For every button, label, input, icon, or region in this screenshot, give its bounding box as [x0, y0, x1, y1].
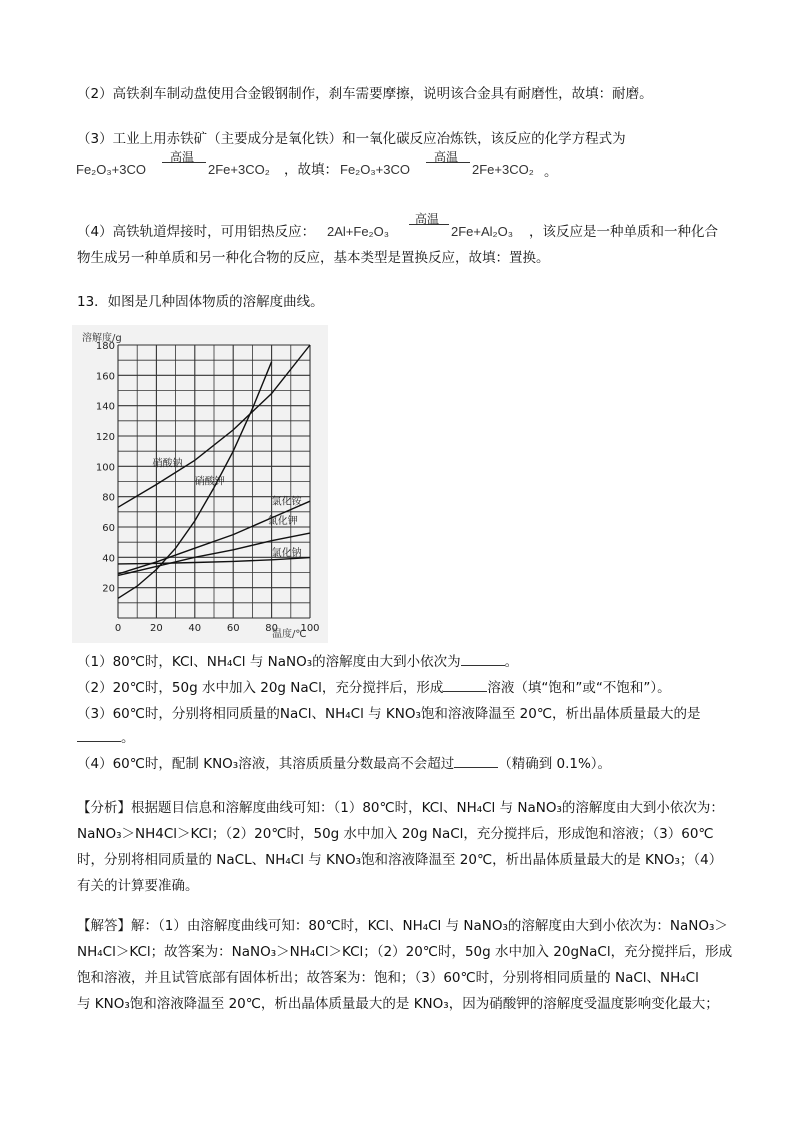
y-axis-label: 溶解度/g [82, 333, 122, 344]
paragraph-4-start: （4）高铁轨道焊接时，可用铝热反应： [77, 224, 316, 240]
equation-condition: 高温 [434, 150, 459, 164]
answer-blank[interactable] [443, 678, 487, 692]
answer-line-1: 【解答】解：（1）由溶解度曲线可知：80℃时，KCl、NH₄Cl 与 NaNO₃的溶解度由大到小依次为：NaNO₃＞ [77, 918, 728, 934]
question-text: （1）80℃时，KCl、NH₄Cl 与 NaNO₃的溶解度由大到小依次为 [77, 654, 461, 670]
paragraph-4-line1 [77, 212, 718, 246]
question-13-title: 13．如图是几种固体物质的溶解度曲线。 [77, 294, 324, 310]
y-tick-label: 180 [95, 341, 115, 352]
analysis-line-3: 时，分别将相同质量的 NaCL、NH₄Cl 与 KNO₃饱和溶液降温至 20℃，析出晶体质量最大的是 KNO₃；（4） [77, 852, 723, 868]
x-tick-label: 40 [188, 623, 202, 634]
analysis-line-4: 有关的计算要准确。 [77, 878, 199, 894]
series-label: 硝酸钾 [194, 476, 225, 488]
analysis-line-2: NaNO₃＞NH4Cl＞KCl；（2）20℃时，50g 水中加入 20g NaCl，充分搅拌后，形成饱和溶液；（3）60℃ [77, 826, 714, 842]
equation-lhs: 2Al+Fe₂O₃ [327, 224, 390, 239]
x-tick-label: 60 [226, 623, 240, 634]
y-tick-label: 40 [102, 553, 115, 565]
paragraph-3: （3）工业上用赤铁矿（主要成分是氧化铁）和一氧化碳反应冶炼铁，该反应的化学方程式为 [77, 131, 626, 147]
question-end: 。 [504, 654, 519, 670]
fill-label: ，故填： [284, 162, 338, 178]
answer-blank[interactable] [461, 652, 505, 666]
question-text: （4）60℃时，配制 KNO₃溶液，其溶质质量分数最高不会超过 [77, 756, 455, 772]
question-13-1 [77, 652, 518, 672]
question-13-3: （3）60℃时，分别将相同质量的NaCl、NH₄Cl 与 KNO₃饱和溶液降温至 20℃，析出晶体质量最大的是 [77, 706, 701, 722]
equation-image [76, 150, 280, 180]
x-axis-label: 温度/℃ [272, 629, 307, 640]
y-tick-label: 160 [95, 371, 115, 383]
answer-blank[interactable] [454, 754, 498, 768]
period: 。 [544, 164, 558, 180]
paragraph-4-line2: 物生成另一种单质和另一种化合物的反应，基本类型是置换反应，故填：置换。 [77, 250, 550, 266]
series-label: 氯化钾 [267, 515, 298, 527]
paragraph-4-end: ，该反应是一种单质和一种化合 [529, 224, 718, 240]
series-label: 氯化钠 [271, 547, 302, 559]
question-13-2 [77, 678, 671, 698]
answer-line-4: 与 KNO₃饱和溶液降温至 20℃，析出晶体质量最大的是 KNO₃，因为硝酸钾的溶解度受温度影响变化最大； [77, 996, 719, 1012]
paragraph-2: （2）高铁刹车制动盘使用合金锻钢制作，刹车需要摩擦，说明该合金具有耐磨性，故填：耐磨。 [77, 86, 653, 102]
solubility-chart [72, 325, 328, 643]
x-tick-label: 0 [114, 623, 122, 634]
equation-rhs: 2Fe+Al₂O₃ [451, 224, 514, 239]
series-label: 氯化铵 [271, 496, 302, 508]
x-tick-label: 20 [150, 623, 163, 634]
question-end: 溶液（填“饱和”或“不饱和”）。 [487, 680, 671, 696]
x-tick-label: 80 [265, 623, 278, 634]
analysis-line-1: 【分析】根据题目信息和溶解度曲线可知：（1）80℃时，KCl、NH₄Cl 与 NaNO₃的溶解度由大到小依次为： [77, 800, 724, 816]
y-tick-label: 20 [102, 583, 115, 595]
equation-lhs: Fe₂O₃+3CO [76, 162, 146, 177]
answer-line-3: 饱和溶液，并且试管底部有固体析出；故答案为：饱和；（3）60℃时，分别将相同质量的 NaCl、NH₄Cl [77, 970, 699, 986]
question-end: （精确到 0.1%）。 [498, 756, 612, 772]
y-tick-label: 80 [102, 492, 115, 504]
equation-condition: 高温 [170, 150, 195, 164]
question-13-4 [77, 754, 611, 774]
equation-image-thermite [327, 212, 523, 242]
series-label: 硝酸钠 [152, 458, 183, 470]
equation-image-answer [340, 150, 544, 180]
y-tick-label: 100 [95, 462, 115, 474]
answer-blank[interactable] [77, 728, 121, 742]
y-tick-label: 140 [95, 401, 115, 413]
y-tick-label: 120 [95, 432, 115, 443]
question-13-3-answer [77, 728, 135, 748]
question-end: 。 [121, 730, 135, 746]
equation-rhs: 2Fe+3CO₂ [208, 162, 270, 177]
equation-lhs: Fe₂O₃+3CO [340, 162, 410, 177]
equation-condition: 高温 [415, 212, 440, 226]
question-text: （2）20℃时，50g 水中加入 20g NaCl，充分搅拌后，形成 [77, 680, 444, 696]
equation-rhs: 2Fe+3CO₂ [472, 162, 534, 177]
answer-line-2: NH₄Cl＞KCl；故答案为：NaNO₃＞NH₄Cl＞KCl；（2）20℃时，50g 水中加入 20gNaCl，充分搅拌后，形成 [77, 944, 733, 960]
y-tick-label: 60 [102, 523, 115, 534]
x-tick-label: 100 [300, 623, 320, 634]
